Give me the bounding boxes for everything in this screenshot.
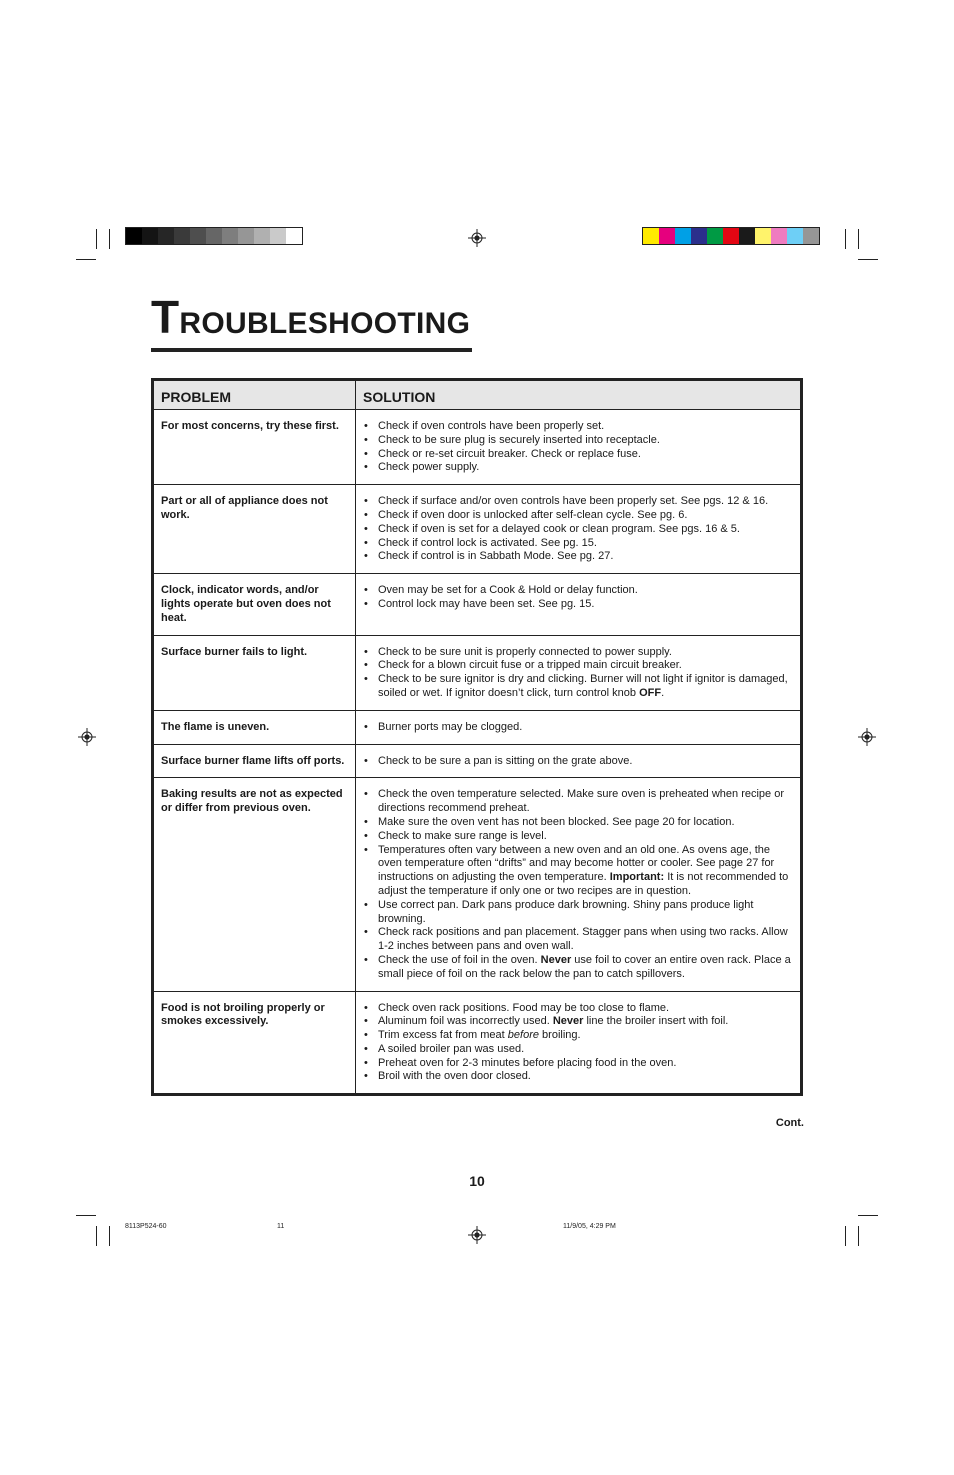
solution-cell	[356, 991, 802, 1095]
solution-cell	[356, 485, 802, 574]
table-row	[153, 410, 802, 485]
solution-cell	[356, 744, 802, 778]
solution-text: Aluminum foil was incorrectly used.	[378, 1015, 553, 1028]
solution-text: Check if oven controls have been properly set.	[378, 420, 605, 432]
solution-text: Check to make sure range is level.	[378, 829, 547, 842]
solution-list	[363, 755, 793, 769]
solution-text: Make sure the oven vent has not been blocked. See page 20 for location.	[378, 815, 735, 828]
emphasis-italic: before	[507, 1029, 539, 1042]
solution-text: Check to be sure plug is securely inserted into receptacle.	[378, 433, 660, 446]
solution-item	[363, 598, 793, 612]
color-swatch	[643, 228, 659, 244]
solution-item	[363, 899, 793, 927]
table-row	[153, 574, 802, 635]
solution-text: Oven may be set for a Cook & Hold or delay function.	[378, 584, 638, 597]
color-swatch	[659, 228, 675, 244]
solution-item	[363, 1015, 793, 1029]
gray-swatch	[126, 228, 142, 244]
registration-mark-icon	[858, 728, 876, 746]
crop-mark	[845, 1226, 846, 1246]
page-title	[151, 293, 472, 352]
emphasis-bold: Important:	[609, 871, 665, 884]
crop-mark	[858, 1226, 859, 1246]
solution-text: Trim excess fat from meat	[378, 1029, 508, 1042]
solution-list	[363, 1002, 793, 1085]
page-number: 10	[469, 1173, 485, 1189]
solution-item	[363, 788, 793, 816]
registration-mark-icon	[468, 1226, 486, 1244]
crop-mark	[858, 229, 859, 249]
color-swatch	[675, 228, 691, 244]
solution-item	[363, 537, 793, 551]
solution-list	[363, 788, 793, 981]
solution-item	[363, 721, 793, 735]
solution-item	[363, 420, 793, 434]
solution-item	[363, 646, 793, 660]
crop-mark	[96, 229, 97, 249]
emphasis-bold: Never	[552, 1015, 584, 1028]
crop-mark	[96, 1226, 97, 1246]
emphasis-bold: Never	[540, 953, 572, 966]
solution-list	[363, 584, 793, 612]
troubleshooting-table	[151, 378, 803, 1096]
color-calibration-bar	[642, 227, 820, 245]
gray-swatch	[158, 228, 174, 244]
solution-item	[363, 673, 793, 701]
solution-cell	[356, 410, 802, 485]
problem-cell: Clock, indicator words, and/or lights operate but oven does not heat.	[153, 574, 356, 635]
solution-item	[363, 954, 793, 982]
solution-text: Broil with the oven door closed.	[378, 1070, 531, 1083]
solution-item	[363, 844, 793, 899]
solution-item	[363, 816, 793, 830]
solution-text: A soiled broiler pan was used.	[378, 1042, 525, 1055]
crop-mark	[76, 259, 96, 260]
footer-datetime: 11/9/05, 4:29 PM	[563, 1223, 616, 1230]
crop-mark	[858, 259, 878, 260]
problem-cell: Baking results are not as expected or differ from previous oven.	[153, 778, 356, 991]
problem-cell: Surface burner fails to light.	[153, 635, 356, 710]
solution-text: Check if control lock is activated. See pg. 15.	[378, 536, 597, 549]
gray-swatch	[222, 228, 238, 244]
problem-cell: Part or all of appliance does not work.	[153, 485, 356, 574]
table-row	[153, 710, 802, 744]
gray-swatch	[174, 228, 190, 244]
solution-text: Check to be sure a pan is sitting on the grate above.	[378, 754, 633, 767]
gray-swatch	[254, 228, 270, 244]
solution-item	[363, 1070, 793, 1084]
registration-mark-icon	[78, 728, 96, 746]
crop-mark	[845, 229, 846, 249]
gray-swatch	[190, 228, 206, 244]
registration-mark-icon	[468, 229, 486, 247]
solution-text: Check to be sure unit is properly connected to power supply.	[378, 645, 672, 658]
solution-list	[363, 495, 793, 564]
solution-column-header: SOLUTION	[356, 380, 802, 410]
solution-item	[363, 1057, 793, 1071]
solution-text: Temperatures often vary between a new oven and an old one. As ovens age, the oven temperature often “drifts” and may become hotter or cooler. See page 27 for instructions on adjusting the oven temperature.	[378, 843, 775, 884]
solution-item	[363, 1002, 793, 1016]
color-swatch	[755, 228, 771, 244]
solution-item	[363, 755, 793, 769]
solution-cell	[356, 778, 802, 991]
color-swatch	[803, 228, 819, 244]
solution-text: Burner ports may be clogged.	[378, 720, 523, 733]
solution-text: Check to be sure ignitor is dry and clicking. Burner will not light if ignitor is damaged, soiled or wet. If ignitor doesn’t click, turn control knob	[378, 673, 788, 699]
table-row	[153, 485, 802, 574]
emphasis-bold: OFF	[639, 686, 662, 699]
solution-text: Check power supply.	[378, 461, 480, 474]
solution-text: Control lock may have been set. See pg. 15.	[378, 597, 595, 610]
solution-text: Check if oven door is unlocked after self-clean cycle. See pg. 6.	[378, 508, 688, 521]
solution-item	[363, 523, 793, 537]
solution-text: broiling.	[539, 1029, 581, 1042]
solution-text: Check if surface and/or oven controls have been properly set. See pgs. 12 & 16.	[378, 495, 769, 508]
solution-text: Check or re-set circuit breaker. Check or replace fuse.	[378, 447, 641, 460]
solution-item	[363, 584, 793, 598]
color-swatch	[739, 228, 755, 244]
table-header-row	[153, 380, 802, 410]
color-swatch	[691, 228, 707, 244]
color-swatch	[707, 228, 723, 244]
problem-cell: Food is not broiling properly or smokes excessively.	[153, 991, 356, 1095]
solution-item	[363, 495, 793, 509]
solution-list	[363, 646, 793, 701]
solution-text: Check rack positions and pan placement. Stagger pans when using two racks. Allow 1-2 inches between pans and oven wall.	[378, 926, 788, 953]
solution-text: It is not recommended to adjust the temperature if only one or two recipes are in question.	[378, 871, 789, 897]
gray-swatch	[238, 228, 254, 244]
grayscale-calibration-bar	[125, 227, 303, 245]
title-rest: ROUBLESHOOTING	[179, 307, 471, 340]
crop-mark	[858, 1215, 878, 1216]
table-row	[153, 744, 802, 778]
solution-item	[363, 550, 793, 564]
solution-item	[363, 830, 793, 844]
solution-list	[363, 721, 793, 735]
title-initial-letter: T	[151, 291, 180, 343]
gray-swatch	[142, 228, 158, 244]
solution-text: .	[661, 686, 665, 699]
solution-text: Check for a blown circuit fuse or a tripped main circuit breaker.	[378, 659, 682, 672]
gray-swatch	[286, 228, 302, 244]
footer-job-code: 8113P524-60	[125, 1223, 167, 1230]
solution-text: use foil to cover an entire oven rack. Place a small piece of foil on the rack below the pan to catch spillovers.	[378, 953, 791, 980]
solution-text: line the broiler insert with foil.	[583, 1015, 729, 1028]
table-row	[153, 778, 802, 991]
solution-item	[363, 1029, 793, 1043]
solution-item	[363, 509, 793, 523]
color-swatch	[771, 228, 787, 244]
solution-text: Check if control is in Sabbath Mode. See pg. 27.	[378, 550, 614, 563]
problem-cell: The flame is uneven.	[153, 710, 356, 744]
table-row	[153, 635, 802, 710]
solution-cell	[356, 635, 802, 710]
problem-cell: For most concerns, try these first.	[153, 410, 356, 485]
solution-text: Use correct pan. Dark pans produce dark browning. Shiny pans produce light browning.	[378, 898, 754, 925]
solution-item	[363, 434, 793, 448]
solution-text: Preheat oven for 2-3 minutes before placing food in the oven.	[378, 1056, 677, 1069]
solution-item	[363, 461, 793, 475]
solution-item	[363, 659, 793, 673]
solution-text: Check if oven is set for a delayed cook or clean program. See pgs. 16 & 5.	[378, 522, 740, 535]
solution-text: Check the oven temperature selected. Make sure oven is preheated when recipe or directions recommend preheat.	[378, 788, 785, 815]
solution-cell	[356, 710, 802, 744]
crop-mark	[109, 229, 110, 249]
crop-mark	[109, 1226, 110, 1246]
crop-mark	[76, 1215, 96, 1216]
solution-item	[363, 926, 793, 954]
gray-swatch	[206, 228, 222, 244]
problem-cell: Surface burner flame lifts off ports.	[153, 744, 356, 778]
solution-text: Check oven rack positions. Food may be too close to flame.	[378, 1001, 670, 1014]
table-row	[153, 991, 802, 1095]
continued-label: Cont.	[775, 1117, 804, 1129]
footer-sheet-number: 11	[277, 1223, 285, 1230]
solution-list	[363, 420, 793, 475]
color-swatch	[723, 228, 739, 244]
solution-text: Check the use of foil in the oven.	[378, 953, 541, 966]
solution-cell	[356, 574, 802, 635]
gray-swatch	[270, 228, 286, 244]
solution-item	[363, 448, 793, 462]
problem-column-header: PROBLEM	[153, 380, 356, 410]
solution-item	[363, 1043, 793, 1057]
color-swatch	[787, 228, 803, 244]
